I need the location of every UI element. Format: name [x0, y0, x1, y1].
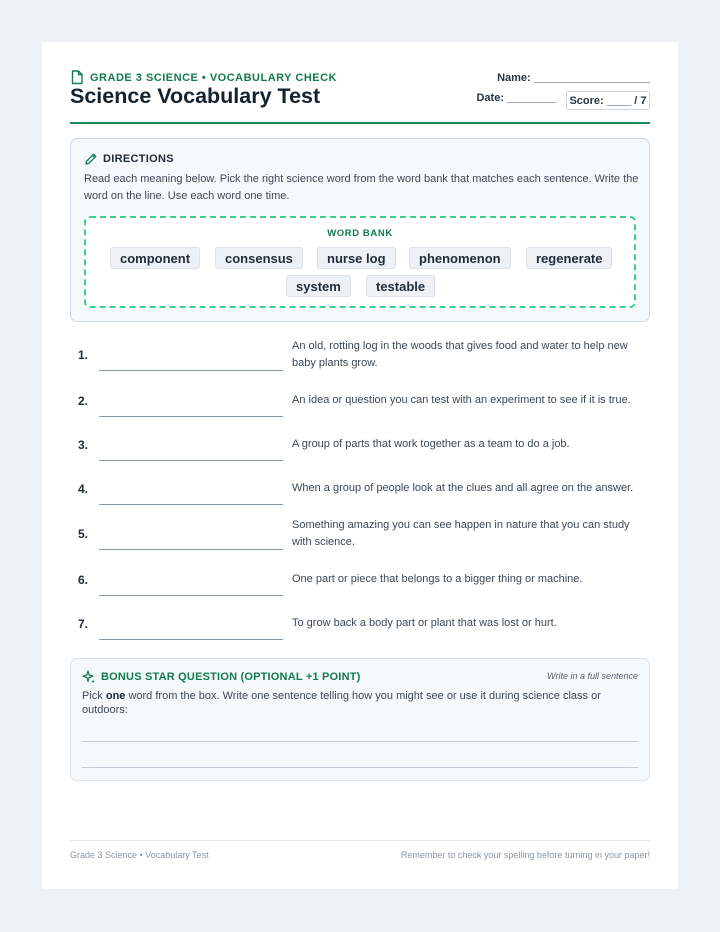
page-title: Science Vocabulary Test	[70, 84, 321, 108]
directions-heading-label: DIRECTIONS	[103, 153, 174, 165]
answer-line[interactable]	[99, 460, 283, 461]
word-chip: consensus	[215, 247, 303, 269]
bonus-instructions	[82, 689, 638, 717]
eyebrow-label: GRADE 3 SCIENCE • VOCABULARY CHECK	[90, 71, 337, 84]
document-icon	[70, 70, 84, 85]
eyebrow	[70, 70, 337, 85]
writing-line[interactable]	[82, 767, 638, 768]
word-bank-title: WORD BANK	[327, 228, 393, 239]
pencil-icon	[84, 152, 98, 166]
question-number: 7.	[78, 617, 89, 631]
date-field[interactable]: Date: ________	[476, 92, 556, 104]
word-chip: phenomenon	[409, 247, 511, 269]
header-divider	[70, 122, 650, 124]
answer-line[interactable]	[99, 370, 283, 371]
footer-divider	[70, 840, 650, 841]
question-definition: An idea or question you can test with an experiment to see if it is true.	[292, 394, 631, 406]
bonus-text-pre: Pick	[82, 690, 106, 702]
bonus-text-post: word from the box. Write one sentence telling how you might see or use it during science class or outdoors:	[82, 690, 601, 716]
footer-right: Remember to check your spelling before turning in your paper!	[400, 850, 650, 860]
answer-line[interactable]	[99, 595, 283, 596]
question-number: 6.	[78, 573, 89, 587]
question-number: 4.	[78, 482, 89, 496]
answer-line[interactable]	[99, 504, 283, 505]
bonus-text-bold: one	[105, 690, 126, 702]
question-number: 1.	[78, 348, 89, 362]
bonus-heading-label: BONUS STAR QUESTION (OPTIONAL +1 POINT)	[101, 671, 361, 683]
score-box: Score: ____ / 7	[566, 91, 650, 110]
directions-panel	[70, 138, 650, 322]
answer-line[interactable]	[99, 639, 283, 640]
sparkle-icon	[82, 670, 96, 684]
directions-heading	[84, 152, 174, 166]
directions-text: Read each meaning below. Pick the right science word from the word bank that matches each sentence. Write the word on the line. Use each word one time.	[84, 173, 639, 202]
footer-left: Grade 3 Science • Vocabulary Test	[70, 850, 209, 860]
word-chip: system	[286, 275, 351, 297]
question-definition: When a group of people look at the clues and all agree on the answer.	[292, 482, 634, 494]
bonus-note: Write in a full sentence	[546, 671, 638, 681]
answer-line[interactable]	[99, 549, 283, 550]
answer-line[interactable]	[99, 416, 283, 417]
worksheet-header	[70, 70, 650, 124]
question-number: 3.	[78, 438, 89, 452]
question-definition: To grow back a body part or plant that was lost or hurt.	[292, 617, 557, 629]
word-bank	[84, 216, 636, 308]
bonus-panel	[70, 658, 650, 781]
bonus-heading	[82, 670, 361, 684]
question-number: 2.	[78, 394, 89, 408]
name-field[interactable]: Name: ___________________	[497, 72, 650, 84]
word-chip: nurse log	[317, 247, 396, 269]
question-definition: A group of parts that work together as a team to do a job.	[292, 438, 570, 450]
word-chip: regenerate	[526, 247, 612, 269]
question-definition: Something amazing you can see happen in nature that you can study with science.	[292, 519, 630, 548]
question-definition: One part or piece that belongs to a bigger thing or machine.	[292, 573, 583, 585]
worksheet-page	[42, 42, 678, 889]
word-chip: testable	[366, 275, 435, 297]
question-number: 5.	[78, 527, 89, 541]
question-definition: An old, rotting log in the woods that gives food and water to help new baby plants grow.	[292, 340, 628, 369]
word-chip: component	[110, 247, 200, 269]
writing-line[interactable]	[82, 741, 638, 742]
